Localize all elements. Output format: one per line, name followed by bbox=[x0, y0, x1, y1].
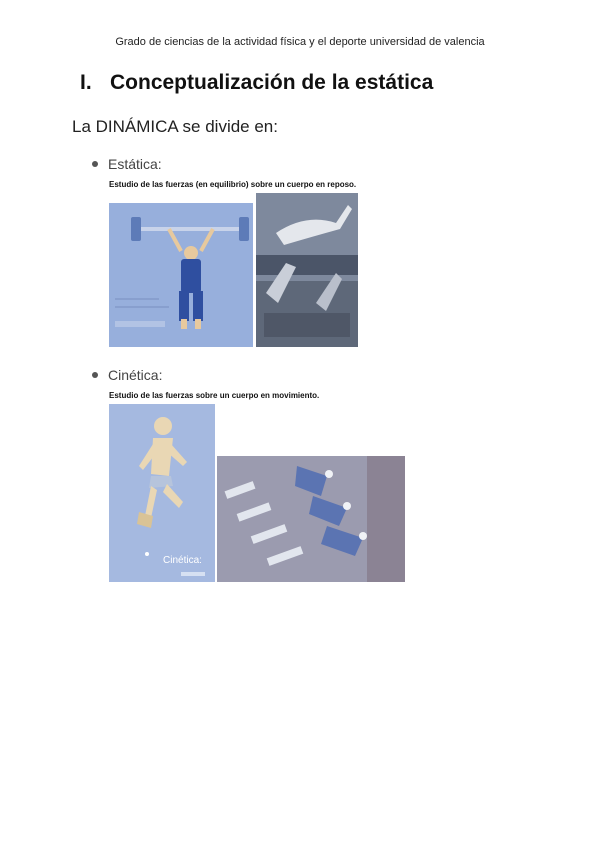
list-item-label: Cinética: bbox=[108, 367, 163, 383]
list-item-description: Estudio de las fuerzas sobre un cuerpo en movimiento. bbox=[109, 391, 320, 400]
section-title-text: Conceptualización de la estática bbox=[110, 71, 434, 94]
gymnast-image bbox=[256, 193, 358, 347]
runner-image bbox=[109, 404, 215, 582]
intro-text: La DINÁMICA se divide en: bbox=[72, 117, 278, 136]
bullet-icon bbox=[92, 161, 98, 167]
weightlifter-image bbox=[109, 203, 253, 347]
sprint-start-image bbox=[217, 456, 405, 582]
section-number: I. bbox=[80, 71, 92, 94]
section-title bbox=[80, 71, 433, 95]
list-item-description: Estudio de las fuerzas (en equilibrio) sobre un cuerpo en reposo. bbox=[109, 180, 357, 189]
page-header: Grado de ciencias de la actividad física y el deporte universidad de valencia bbox=[115, 36, 485, 48]
list-item-estatica bbox=[92, 156, 162, 172]
runner-image-caption: Cinética: bbox=[163, 555, 202, 566]
list-item-label: Estática: bbox=[108, 156, 162, 172]
bullet-icon bbox=[92, 372, 98, 378]
list-item-cinetica bbox=[92, 367, 162, 383]
